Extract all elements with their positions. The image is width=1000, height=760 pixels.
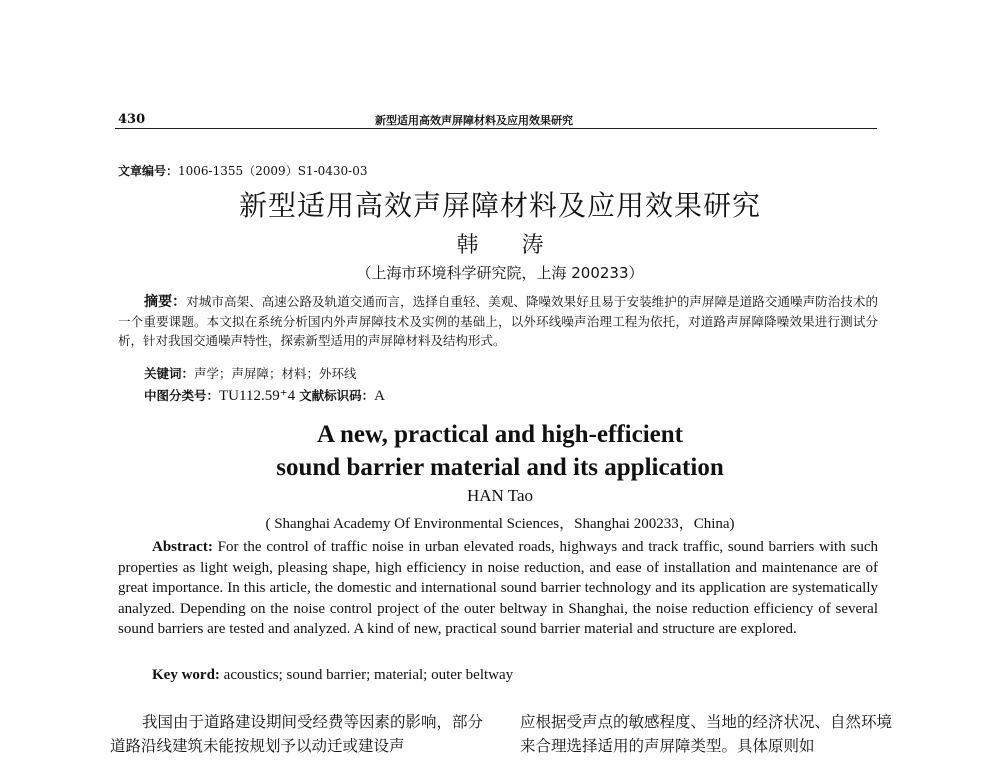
english-abstract-text: For the control of traffic noise in urban elevated roads, highways and track traffic, sound barriers with such properties as light weigh, pleasing shape, high efficiency in noise reduction, and ease of installation and maintenance are of great importance. In this article, the domestic and international sound barrier technology and its application are systematically analyzed. Depending on the noise control project of the outer beltway in Shanghai, the noise reduction efficiency of several sound barriers are tested and analyzed. A kind of new, practical sound barrier material and structure are explored. <box>118 539 878 638</box>
chinese-affiliation: （上海市环境科学研究院，上海 200233） <box>356 264 644 282</box>
doc-code-value: A <box>374 388 385 404</box>
header-rule <box>115 128 877 129</box>
class-value: TU112.59⁺4 <box>219 388 296 404</box>
article-number-label: 文章编号： <box>118 164 179 178</box>
chinese-keywords-text: 声学；声屏障；材料；外环线 <box>194 366 357 381</box>
chinese-abstract <box>118 292 878 350</box>
english-title-line1: A new, practical and high-efficient <box>317 421 683 448</box>
running-title: 新型适用高效声屏障材料及应用效果研究 <box>375 114 573 127</box>
english-abstract <box>118 537 878 640</box>
english-title <box>0 418 1000 484</box>
article-number <box>118 162 367 179</box>
chinese-author: 韩 涛 <box>456 233 562 258</box>
chinese-abstract-label: 摘要： <box>144 294 187 310</box>
article-number-value: 1006-1355（2009）S1-0430-03 <box>178 164 368 178</box>
english-author: HAN Tao <box>466 486 534 505</box>
chinese-abstract-text: 对城市高架、高速公路及轨道交通而言，选择自重轻、美观、降噪效果好且易于安装维护的声屏障是道路交通噪声防治技术的一个重要课题。本文拟在系统分析国内外声屏障技术及实例的基础上，以外环线噪声治理工程为依托，对道路声屏障降噪效果进行测试分析，针对我国交通噪声特性，探索新型适用的声屏障材料及结构形式。 <box>118 294 879 348</box>
english-title-line2: sound barrier material and its application <box>276 454 724 481</box>
class-label: 中图分类号： <box>144 388 220 403</box>
body-left-column: 我国由于道路建设期间受经费等因素的影响，部分道路沿线建筑未能按规划予以动迁或建设声 <box>110 713 484 755</box>
english-affiliation: ( Shanghai Academy Of Environmental Sciences，Shanghai 200233，China) <box>265 516 735 532</box>
classification <box>144 386 385 405</box>
english-keywords-label: Key word: <box>152 667 220 683</box>
english-keywords-text: acoustics; sound barrier; material; outer beltway <box>223 667 514 683</box>
chinese-title: 新型适用高效声屏障材料及应用效果研究 <box>238 189 761 222</box>
chinese-keywords-label: 关键词： <box>144 366 195 381</box>
chinese-keywords <box>144 364 357 382</box>
english-abstract-label: Abstract: <box>152 539 213 555</box>
body-right-column: 应根据受声点的敏感程度、当地的经济状况、自然环境来合理选择适用的声屏障类型。具体原则如 <box>520 713 893 755</box>
page-number: 430 <box>118 112 146 127</box>
english-keywords <box>152 667 513 684</box>
doc-code-label: 文献标识码： <box>299 388 375 403</box>
